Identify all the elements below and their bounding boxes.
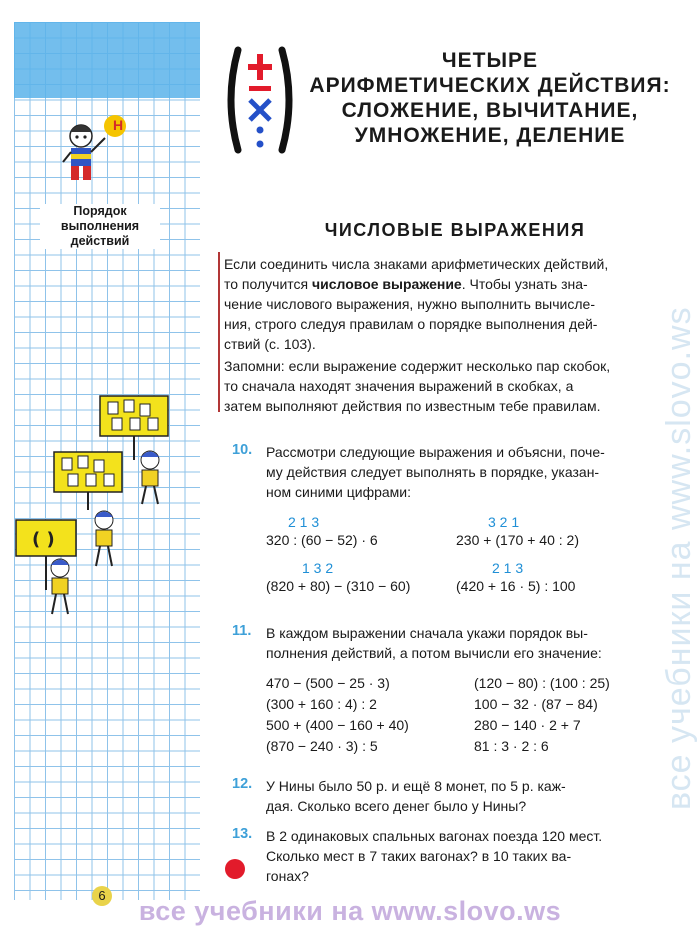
- expression-column-right: [474, 673, 610, 757]
- task-text: [266, 776, 688, 816]
- expression: (120 − 80) : (100 : 25): [474, 675, 610, 691]
- task-number: 13.: [232, 826, 253, 842]
- watermark-vertical: все учебники на www.slovo.ws: [660, 306, 698, 810]
- order-digits: 2 1 3: [492, 560, 524, 576]
- text-line: Запомни: если выражение содержит несколько пар скобок,: [224, 358, 611, 374]
- operators-emblem: [222, 46, 298, 154]
- text-line: ном синими цифрами:: [266, 484, 412, 500]
- expression: (420 + 16 · 5) : 100: [456, 578, 576, 594]
- grid-top-band: [14, 22, 200, 98]
- order-digits: 1 3 2: [302, 560, 334, 576]
- text-line: В 2 одинаковых спальных вагонах поезда 120 мест.: [266, 828, 603, 844]
- kids-with-signs-illustration: [12, 390, 172, 630]
- expression: 100 − 32 · (87 − 84): [474, 696, 598, 712]
- text-line: ствий (с. 103).: [224, 336, 316, 352]
- text-line: му действия следует выполнять в порядке, указан-: [266, 464, 600, 480]
- text-line: то получится числовое выражение. Чтобы узнать зна-: [224, 276, 588, 292]
- difficulty-marker-icon: [225, 859, 245, 879]
- expression: 470 − (500 − 25 · 3): [266, 675, 390, 691]
- text-line: дая. Сколько всего денег было у Нины?: [266, 798, 527, 814]
- expression: 81 : 3 · 2 : 6: [474, 738, 549, 754]
- chapter-title-line: УМНОЖЕНИЕ, ДЕЛЕНИЕ: [354, 124, 626, 147]
- expression: 230 + (170 + 40 : 2): [456, 532, 579, 548]
- expression: (300 + 160 : 4) : 2: [266, 696, 377, 712]
- text-line: Сколько мест в 7 таких вагонах? в 10 таких ва-: [266, 848, 572, 864]
- text-line: Если соединить числа знаками арифметических действий,: [224, 256, 609, 272]
- task-text: [266, 826, 688, 886]
- key-term: числовое выражение: [312, 276, 462, 292]
- task-number: 12.: [232, 776, 253, 792]
- chapter-title-line: АРИФМЕТИЧЕСКИХ ДЕЙСТВИЯ:: [309, 74, 671, 97]
- side-title-line: выполнения: [60, 219, 140, 233]
- task-text: [266, 623, 688, 663]
- page-number: 6: [92, 886, 112, 906]
- text-line: гонах?: [266, 868, 309, 884]
- svg-text:( ): ( ): [32, 529, 55, 550]
- side-title-line: действий: [70, 234, 130, 248]
- side-title: [40, 204, 160, 249]
- text-line: затем выполняют действия по известным тебе правилам.: [224, 398, 601, 414]
- text-line: то сначала находят значения выражений в скобках, а: [224, 378, 574, 394]
- text-line: полнения действий, а потом вычисли его значение:: [266, 645, 602, 661]
- watermark: все учебники на www.slovo.ws: [138, 896, 562, 926]
- order-digits: 3 2 1: [488, 514, 520, 530]
- expression-column-left: [266, 673, 409, 757]
- text-line: У Нины было 50 р. и ещё 8 монет, по 5 р. каж-: [266, 778, 566, 794]
- task-number: 10.: [232, 442, 253, 458]
- rule-paragraph-2: [224, 356, 688, 416]
- mascot-badge: Н: [112, 117, 124, 133]
- side-title-line: Порядок: [73, 204, 127, 218]
- text-line: ния, строго следуя правилам о порядке выполнения дей-: [224, 316, 598, 332]
- text-line: Рассмотри следующие выражения и объясни, поче-: [266, 444, 605, 460]
- section-title: ЧИСЛОВЫЕ ВЫРАЖЕНИЯ: [324, 220, 586, 240]
- task-number: 11.: [232, 623, 252, 639]
- chapter-title-line: ЧЕТЫРЕ: [441, 49, 539, 72]
- expression: (820 + 80) − (310 − 60): [266, 578, 411, 594]
- rule-paragraph-1: [224, 254, 688, 354]
- expression: 280 − 140 · 2 + 7: [474, 717, 581, 733]
- text-line: В каждом выражении сначала укажи порядок вы-: [266, 625, 588, 641]
- text-line: чение числового выражения, нужно выполнить вычисле-: [224, 296, 595, 312]
- expression: 320 : (60 − 52) · 6: [266, 532, 378, 548]
- chapter-title: [300, 48, 680, 148]
- expression: (870 − 240 · 3) : 5: [266, 738, 378, 754]
- expression: 500 + (400 − 160 + 40): [266, 717, 409, 733]
- chapter-title-line: СЛОЖЕНИЕ, ВЫЧИТАНИЕ,: [341, 99, 639, 122]
- order-digits: 2 1 3: [288, 514, 320, 530]
- task-text: [266, 442, 688, 502]
